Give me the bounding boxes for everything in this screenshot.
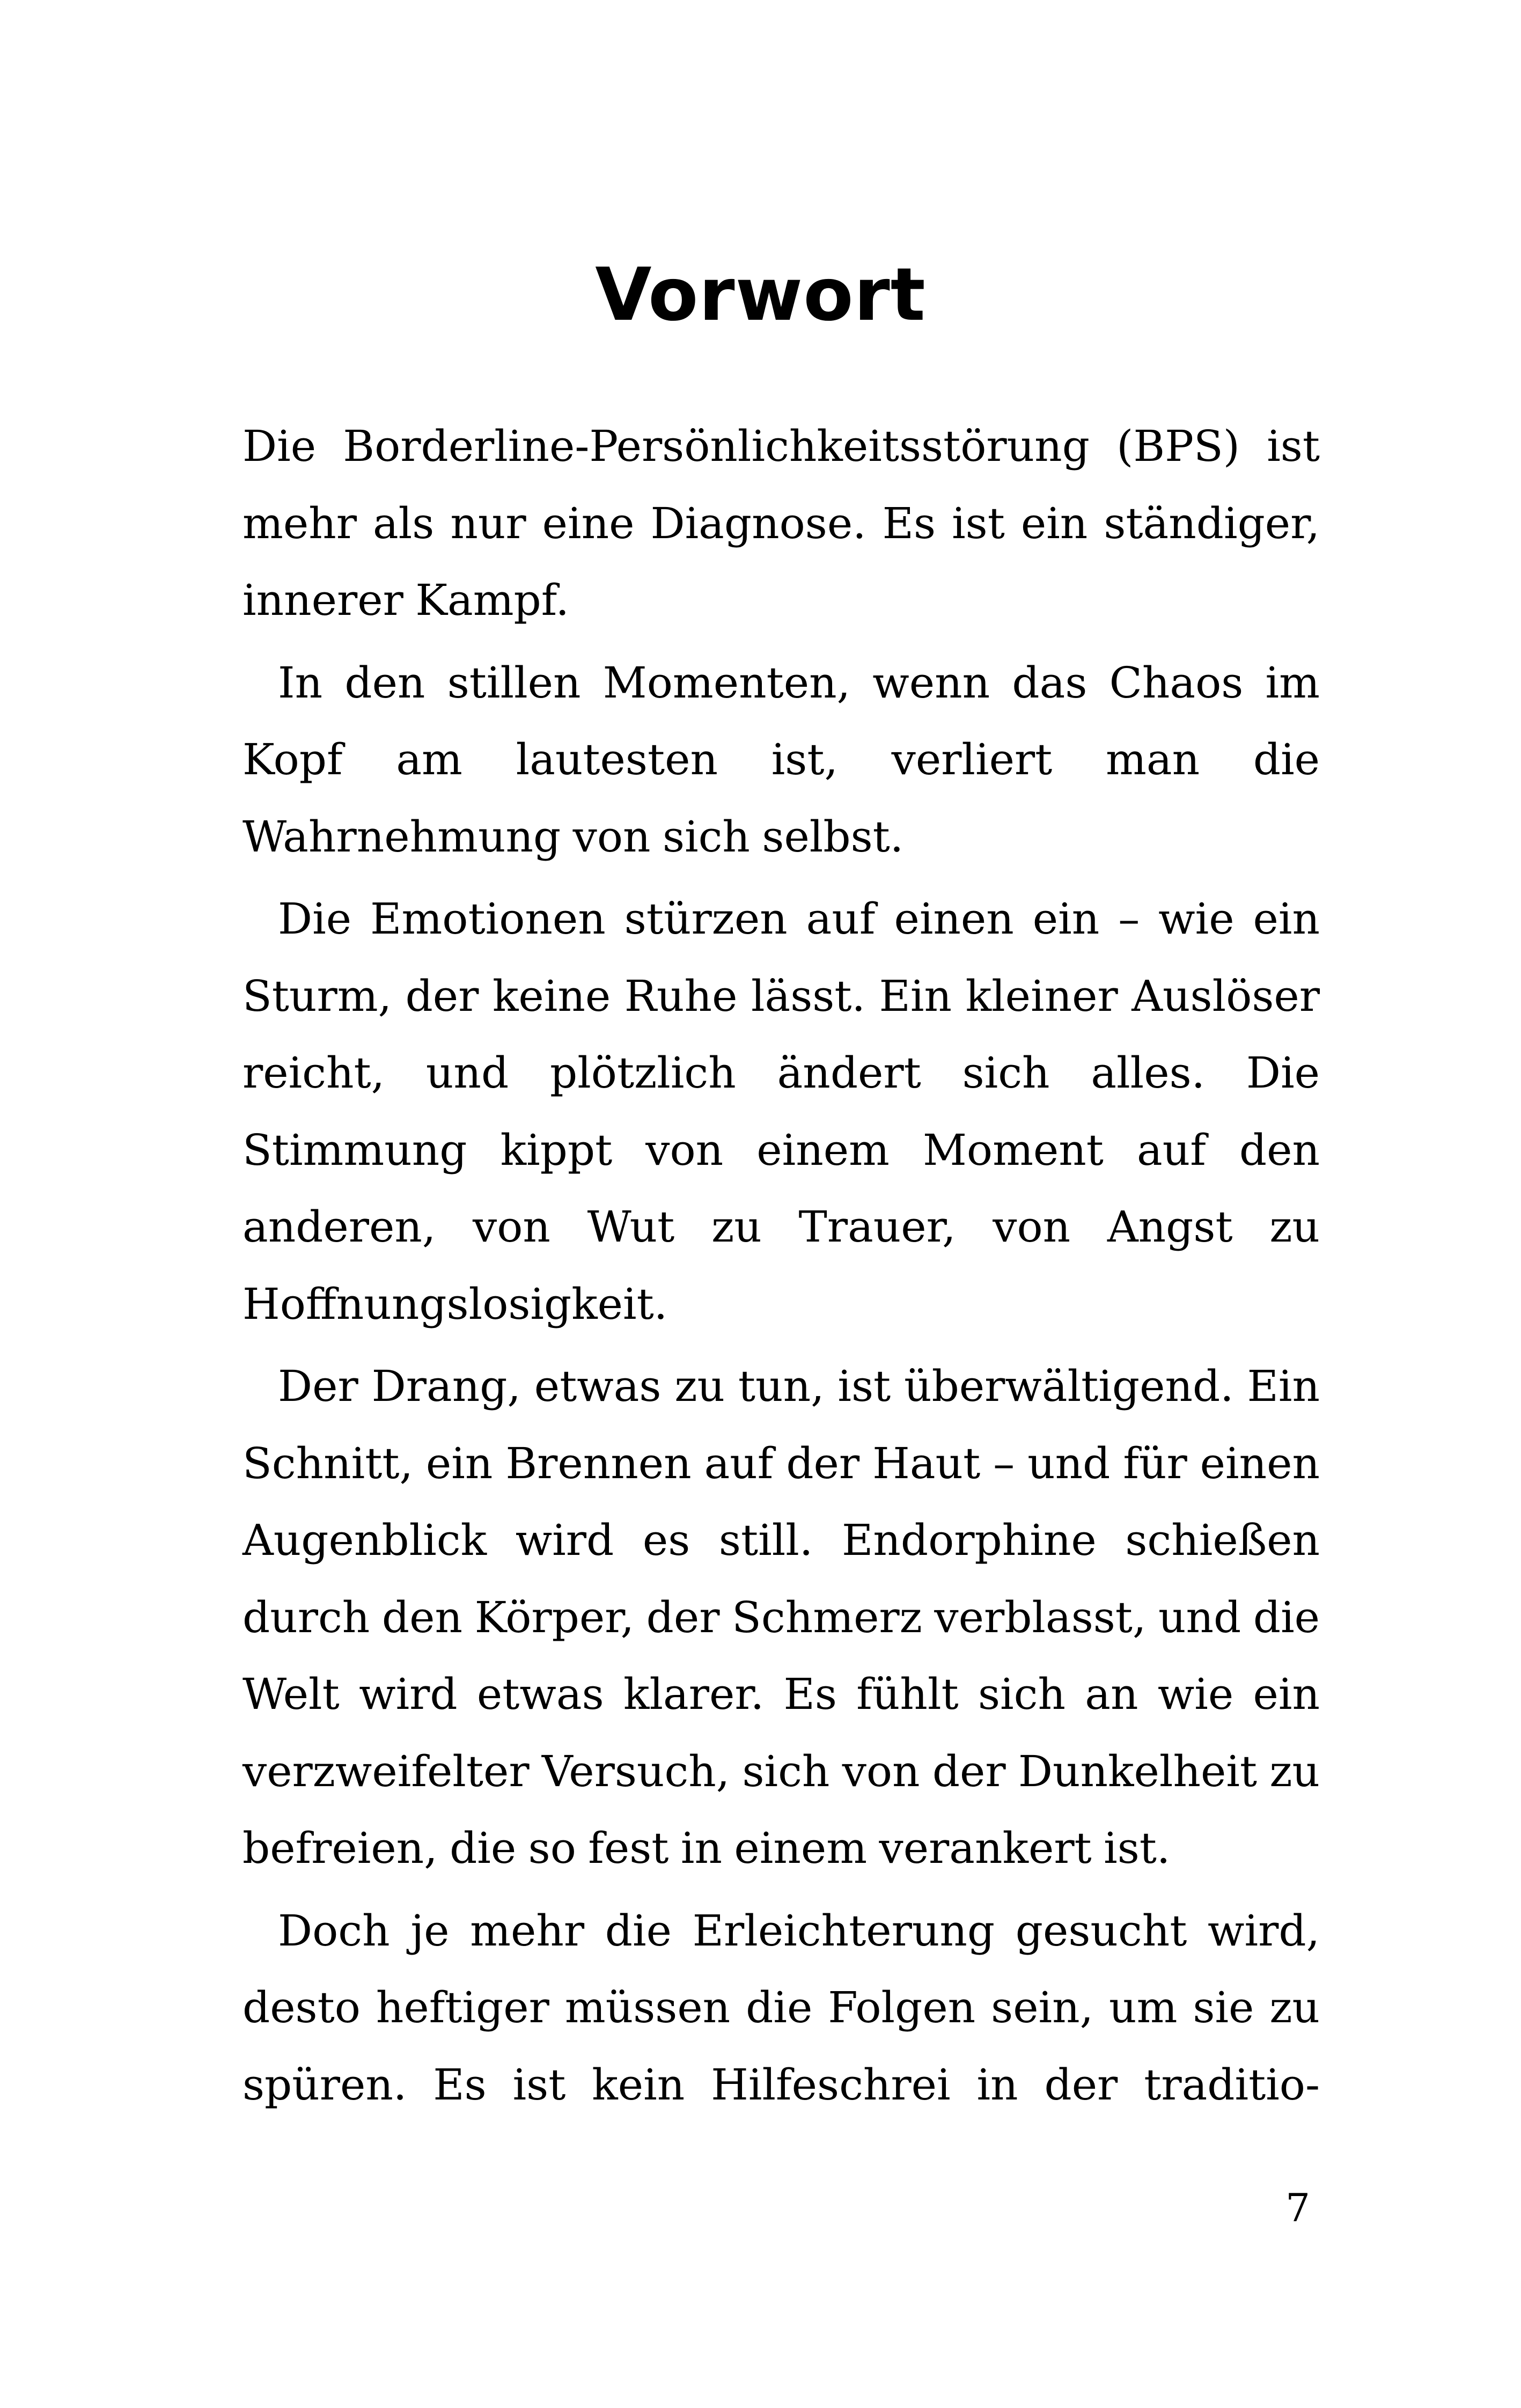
chapter-title: Vorwort xyxy=(595,253,926,337)
paragraph-4: Der Drang, etwas zu tun, ist überwältigend. Ein Schnitt, ein Brennen auf der Haut – und für einen Augenblick wird es still. Endorphine schießen durch den Körper, der Schmerz verblasst, und die Welt wird etwas klarer. Es fühlt sich an wie ein verzweifelter Versuch, sich von der Dunkelheit zu befreien, die so fest in einem verankert ist. xyxy=(243,1361,1320,1873)
paragraph-2: In den stillen Momenten, wenn das Chaos im Kopf am lautesten ist, verliert man die Wahrnehmung von sich selbst. xyxy=(243,657,1320,862)
paragraph-1: Die Borderline-Persönlichkeitsstörung (BPS) ist mehr als nur eine Diagnose. Es ist ein ständiger, innerer Kampf. xyxy=(243,421,1320,625)
page-number: 7 xyxy=(1285,2185,1310,2230)
chapter-body xyxy=(243,408,1320,2128)
paragraph-5: Doch je mehr die Erleichterung gesucht wird, desto heftiger müssen die Folgen sein, um sie zu spüren. Es ist kein Hilfeschrei in der traditio- xyxy=(243,1905,1320,2110)
paragraph-3: Die Emotionen stürzen auf einen ein – wie ein Sturm, der keine Ruhe lässt. Ein kleiner Auslöser reicht, und plötzlich ändert sich alles. Die Stimmung kippt von einem Moment auf den anderen, von Wut zu Trauer, von Angst zu Hoffnungslosigkeit. xyxy=(243,894,1320,1329)
